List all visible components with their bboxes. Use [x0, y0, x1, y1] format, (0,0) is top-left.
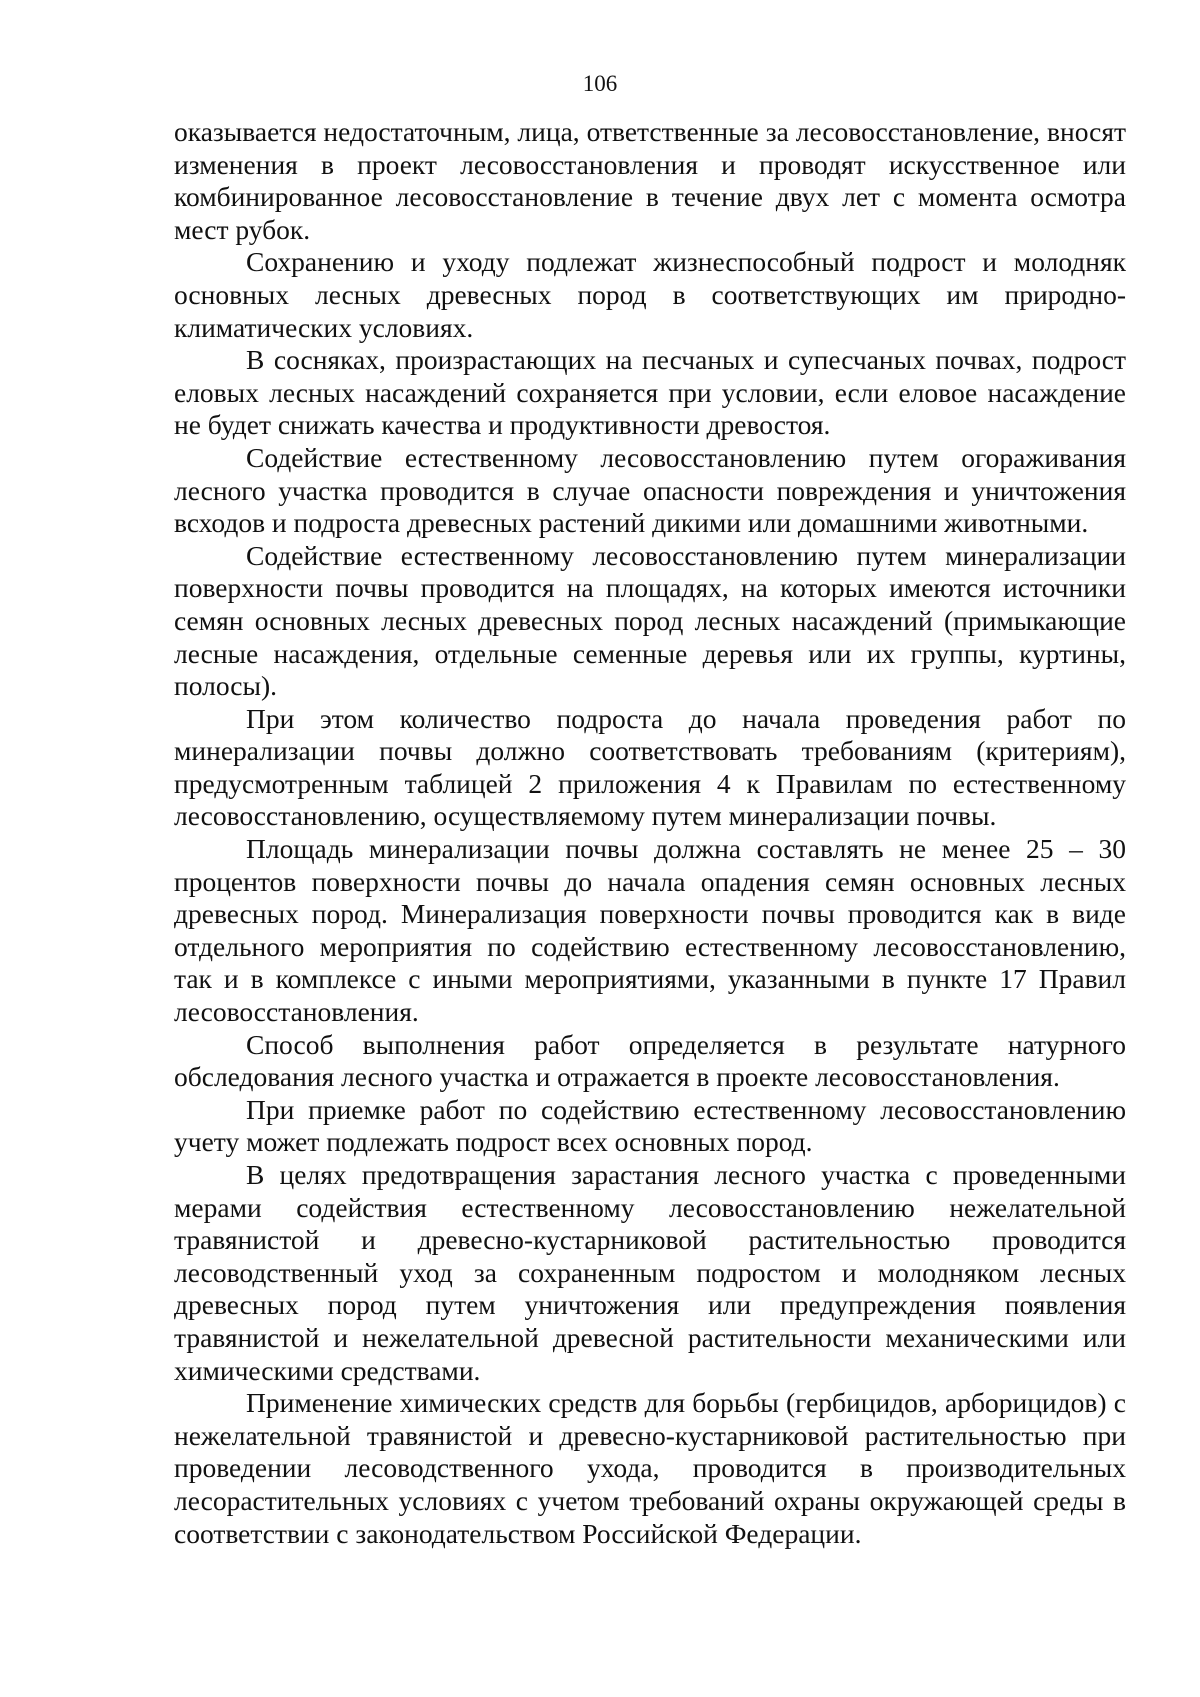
paragraph: оказывается недостаточным, лица, ответственные за лесовосстановление, вносят изменения в проект лесовосстановления и проводят искусственное или комбинированное лесовосстановление в течение двух лет с момента осмотра мест рубок. [174, 116, 1126, 245]
paragraph: Сохранению и уходу подлежат жизнеспособный подрост и молодняк основных лесных древесных пород в соответствующих им природно-климатических условиях. [174, 246, 1126, 343]
paragraph: Применение химических средств для борьбы (гербицидов, арборицидов) с нежелательной травянистой и древесно-кустарниковой растительностью при проведении лесоводственного ухода, проводится в производительных лесорастительных условиях с учетом требований охраны окружающей среды в соответствии с законодательством Российской Федерации. [174, 1387, 1126, 1549]
document-body [174, 116, 1126, 1550]
paragraph: Площадь минерализации почвы должна составлять не менее 25 – 30 процентов поверхности почвы до начала опадения семян основных лесных древесных пород. Минерализация поверхности почвы проводится как в виде отдельного мероприятия по содействию естественному лесовосстановлению, так и в комплексе с иными мероприятиями, указанными в пункте 17 Правил лесовосстановления. [174, 833, 1126, 1028]
paragraph: Содействие естественному лесовосстановлению путем минерализации поверхности почвы проводится на площадях, на которых имеются источники семян основных лесных древесных пород лесных насаждений (примыкающие лесные насаждения, отдельные семенные деревья или их группы, куртины, полосы). [174, 539, 1126, 702]
page-number: 106 [582, 71, 618, 96]
paragraph: Содействие естественному лесовосстановлению путем огораживания лесного участка проводится в случае опасности повреждения и уничтожения всходов и подроста древесных растений дикими или домашними животными. [174, 441, 1126, 539]
paragraph: В сосняках, произрастающих на песчаных и супесчаных почвах, подрост еловых лесных насаждений сохраняется при условии, если еловое насаждение не будет снижать качества и продуктивности древостоя. [174, 344, 1126, 441]
paragraph: Способ выполнения работ определяется в результате натурного обследования лесного участка и отражается в проекте лесовосстановления. [174, 1028, 1126, 1093]
paragraph: В целях предотвращения зарастания лесного участка с проведенными мерами содействия естественному лесовосстановлению нежелательной травянистой и древесно-кустарниковой растительностью проводится лесоводственный уход за сохраненным подростом и молодняком лесных древесных пород путем уничтожения или предупреждения появления травянистой и нежелательной древесной растительности механическими или химическими средствами. [174, 1159, 1126, 1386]
paragraph: При приемке работ по содействию естественному лесовосстановлению учету может подлежать подрост всех основных пород. [174, 1093, 1126, 1158]
paragraph: При этом количество подроста до начала проведения работ по минерализации почвы должно соответствовать требованиям (критериям), предусмотренным таблицей 2 приложения 4 к Правилам по естественному лесовосстановлению, осуществляемому путем минерализации почвы. [174, 702, 1126, 832]
